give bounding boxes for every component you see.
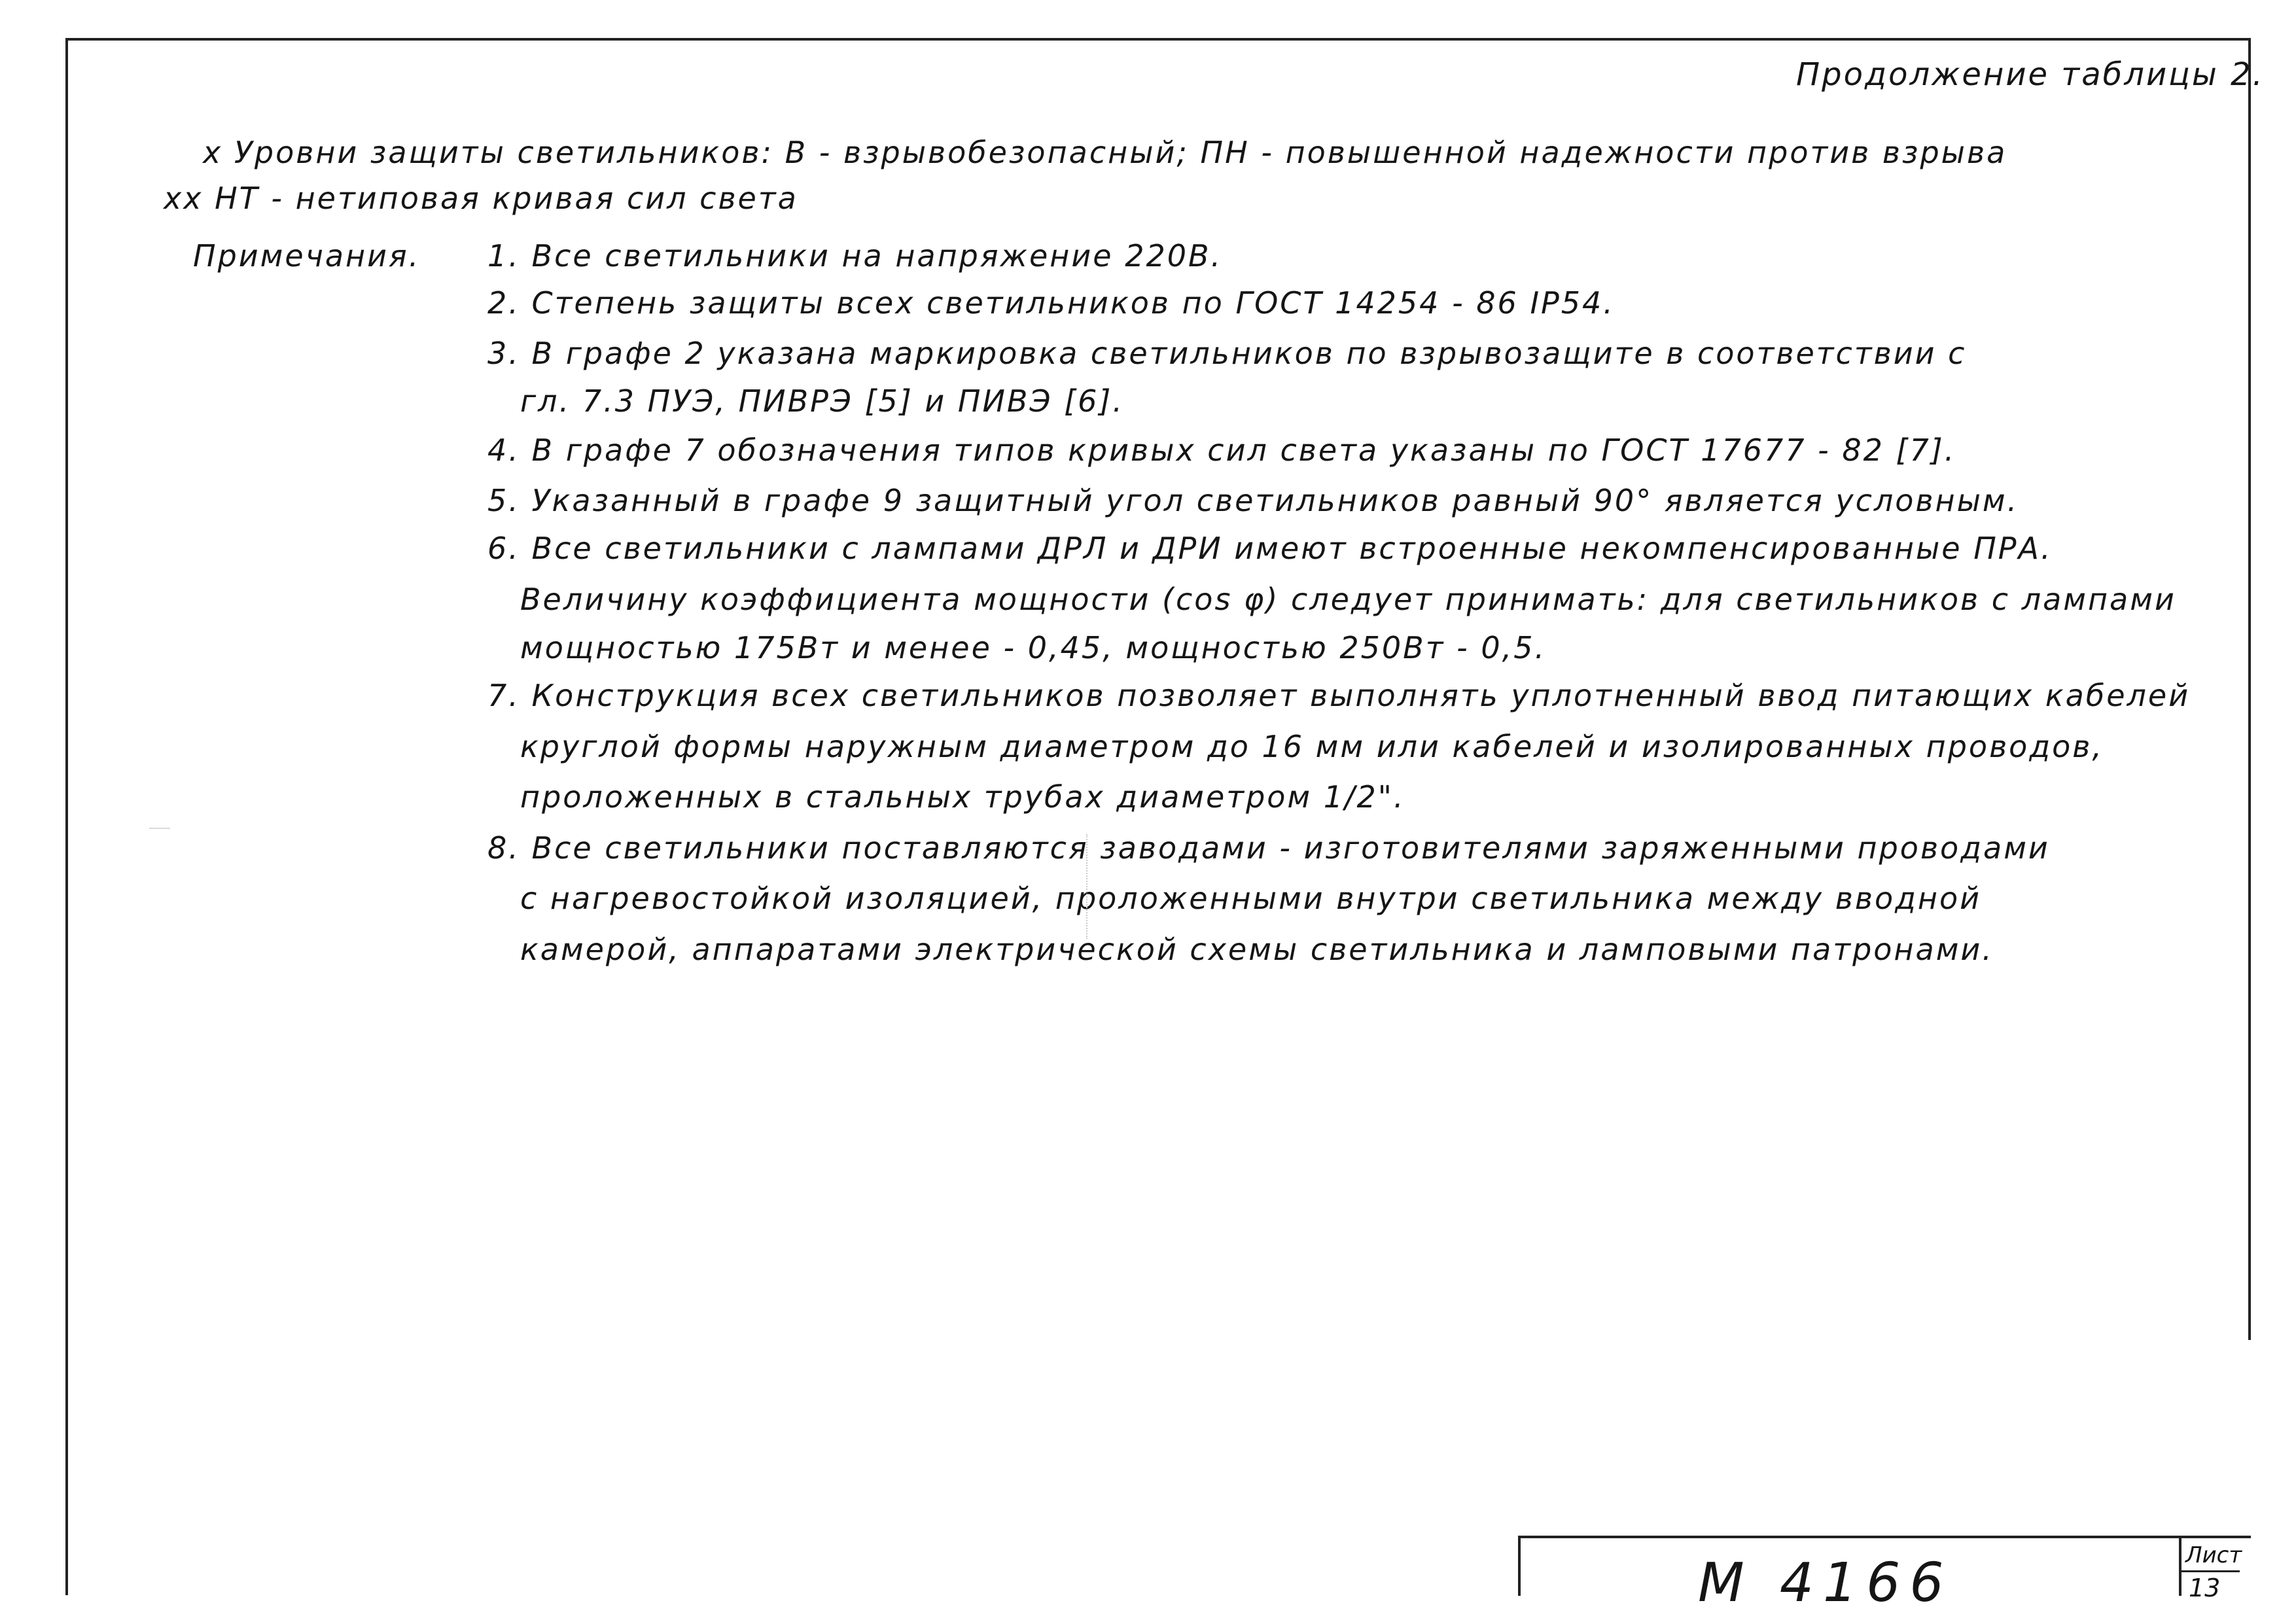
sheet-label: Лист [2185,1542,2242,1568]
note-line: камерой, аппаратами электрической схемы светильника и ламповыми патронами. [520,932,1994,967]
note-line: 1. Все светильники на напряжение 220В. [487,238,1223,273]
notes-heading: Примечания. [193,238,421,273]
note-line: круглой формы наружным диаметром до 16 мм или кабелей и изолированных проводов, [520,729,2104,764]
note-line: Величину коэффициента мощности (cos φ) следует принимать: для светильников с лампами [520,582,2176,617]
frame-border-left [65,38,68,1595]
note-line: 2. Степень защиты всех светильников по ГОСТ 14254 - 86 IP54. [487,285,1615,321]
note-line: 8. Все светильники поставляются заводами - изготовителями заряженными проводами [487,830,2050,866]
title-block-border [2179,1536,2181,1596]
note-line: гл. 7.3 ПУЭ, ПИВРЭ [5] и ПИВЭ [6]. [520,383,1124,419]
scan-artifact [1086,834,1089,939]
note-line: 4. В графе 7 обозначения типов кривых сил света указаны по ГОСТ 17677 - 82 [7]. [487,432,1956,468]
note-line: 5. Указанный в графе 9 защитный угол светильников равный 90° является условным. [487,483,2019,518]
note-line: 3. В графе 2 указана маркировка светильников по взрывозащите в соответствии с [487,336,1967,371]
sheet-number: 13 [2189,1574,2221,1602]
note-line: проложенных в стальных трубах диаметром 1/2". [520,779,1405,815]
frame-border-right [2248,38,2251,1340]
title-block-divider [2181,1570,2240,1572]
table-continuation-caption: Продолжение таблицы 2. [1796,56,2265,93]
document-code: М 4166 [1698,1552,1953,1614]
note-line: мощностью 175Вт и менее - 0,45, мощностью 250Вт - 0,5. [520,630,1547,665]
note-line: с нагревостойкой изоляцией, проложенными внутри светильника между вводной [520,881,1982,916]
note-line: 7. Конструкция всех светильников позволяет выполнять уплотненный ввод питающих кабелей [487,678,2191,713]
scan-artifact [149,828,170,829]
frame-border-top [65,38,2251,41]
title-block-border [1518,1536,1521,1596]
title-block-border [1518,1536,2251,1538]
note-line: 6. Все светильники с лампами ДРЛ и ДРИ имеют встроенные некомпенсированные ПРА. [487,531,2053,566]
footnote-nonstandard-curve: хх НТ - нетиповая кривая сил света [164,181,798,216]
footnote-protection-levels: х Уровни защиты светильников: В - взрывобезопасный; ПН - повышенной надежности против взрыва [203,135,2007,170]
